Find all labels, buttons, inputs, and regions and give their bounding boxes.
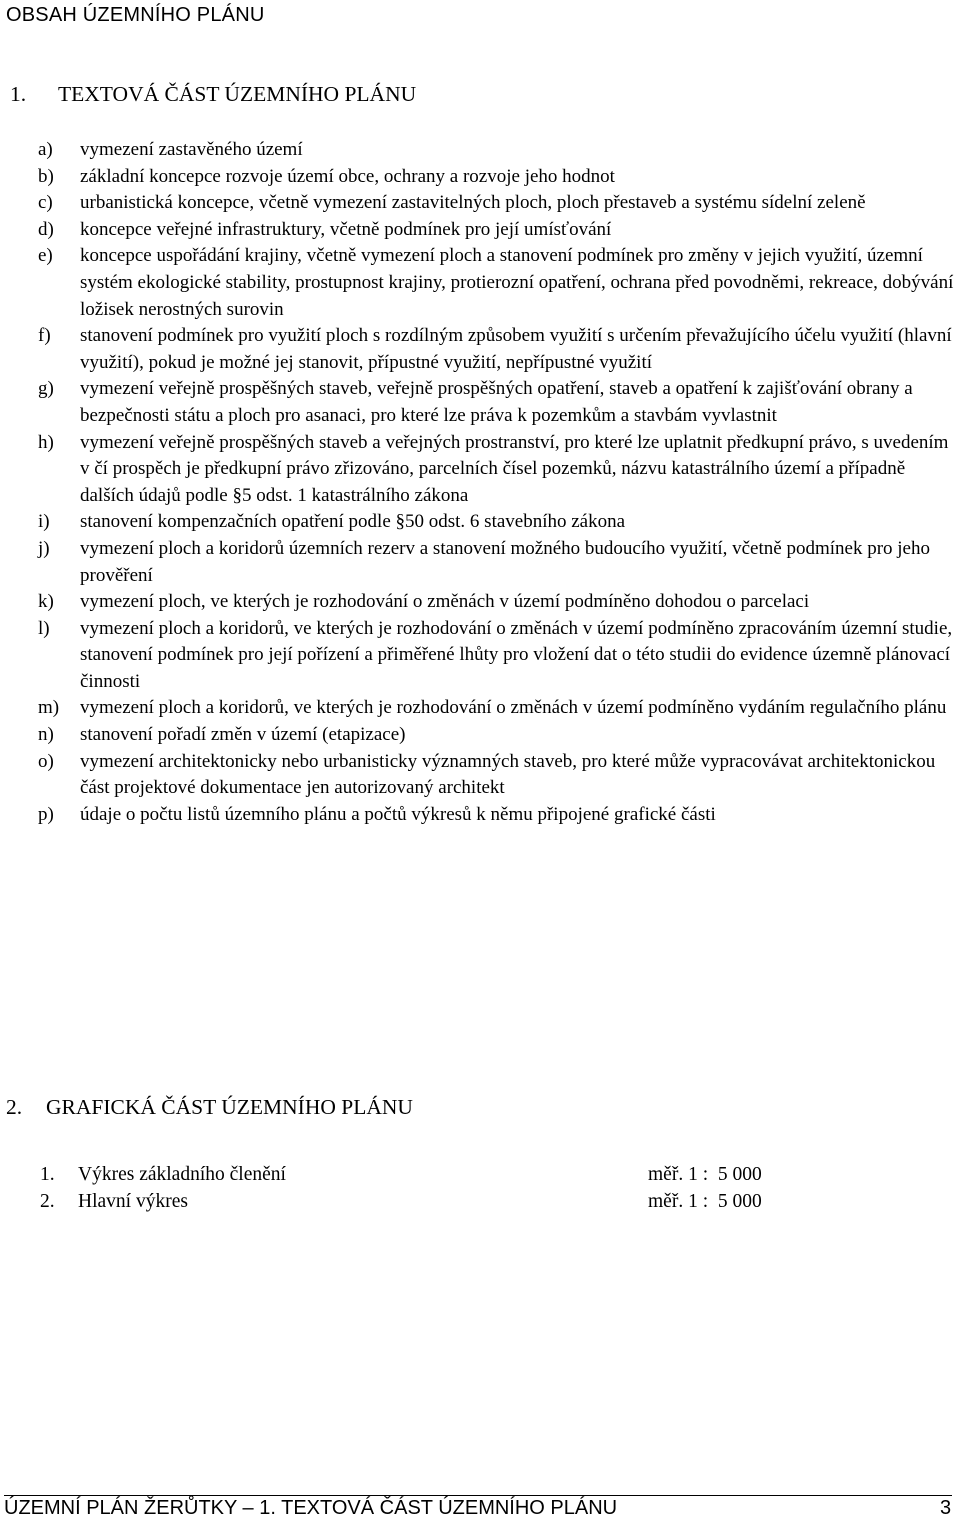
list-item-marker: b) xyxy=(38,165,54,187)
list-item-text: vymezení veřejně prospěšných staveb a veřejných prostranství, pro které lze uplatnit předkupní právo, s uvedením v čí prospěch je předkupní právo zřizováno, parcelních čísel pozemků, názvu katastrálního území a případně dalších údajů podle §5 odst. 1 katastrálního zákona xyxy=(80,431,949,506)
list-item xyxy=(38,749,958,802)
list-item-text: vymezení ploch a koridorů územních rezerv a stanovení možného budoucího využití, včetně podmínek pro jeho prověření xyxy=(80,537,930,586)
list-item xyxy=(38,137,958,164)
section-2-title: GRAFICKÁ ČÁST ÚZEMNÍHO PLÁNU xyxy=(46,1095,413,1119)
list-item-text: vymezení veřejně prospěšných staveb, veřejně prospěšných opatření, staveb a opatření k zajišťování obrany a bezpečnosti státu a ploch pro asanaci, pro které lze práva k pozemkům a stavbám vyvlastnit xyxy=(80,378,913,426)
footer-title: ÚZEMNÍ PLÁN ŽERŮTKY – 1. TEXTOVÁ ČÁST ÚZEMNÍHO PLÁNU xyxy=(4,1497,618,1519)
list-item-text: údaje o počtu listů územního plánu a počtů výkresů k němu připojené grafické části xyxy=(80,803,716,825)
list-item-marker: f) xyxy=(38,325,51,347)
list-item-marker: m) xyxy=(38,697,60,719)
list-item-text: stanovení kompenzačních opatření podle §50 odst. 6 stavebního zákona xyxy=(80,511,626,533)
list-item-text: stanovení podmínek pro využití ploch s rozdílným způsobem využití s určením převažujícího účelu využití (hlavní využití), pokud je možné jej stanovit, přípustné využití, nepřípustné využití xyxy=(80,325,952,373)
drawing-name: Hlavní výkres xyxy=(78,1191,188,1212)
list-item-text: vymezení zastavěného území xyxy=(80,139,303,160)
drawing-row xyxy=(40,1161,800,1188)
list-item-marker: l) xyxy=(38,617,50,639)
list-item xyxy=(38,164,958,191)
list-item xyxy=(38,323,958,376)
drawing-scale: měř. 1 : 5 000 xyxy=(648,1191,762,1212)
drawing-name: Výkres základního členění xyxy=(78,1164,286,1185)
list-item xyxy=(38,616,958,696)
drawing-scale: měř. 1 : 5 000 xyxy=(648,1164,762,1185)
list-item-marker: h) xyxy=(38,431,54,453)
section-2-heading xyxy=(6,1095,413,1120)
page-title: OBSAH ÚZEMNÍHO PLÁNU xyxy=(6,4,265,26)
list-item xyxy=(38,589,958,616)
textual-part-contents-list xyxy=(38,137,958,828)
graphic-part-drawings-list xyxy=(40,1161,800,1215)
list-item-marker: n) xyxy=(38,724,54,746)
list-item xyxy=(38,509,958,536)
list-item xyxy=(38,376,958,429)
list-item-text: koncepce uspořádání krajiny, včetně vymezení ploch a stanovení podmínek pro změny v jejich využití, územní systém ekologické stability, prostupnost krajiny, protierozní opatření, ochrana před povodněmi, rekreace, dobývání ložisek nerostných surovin xyxy=(80,245,954,320)
list-item xyxy=(38,243,958,323)
list-item-marker: k) xyxy=(38,591,54,613)
list-item-marker: e) xyxy=(38,245,53,267)
section-2-number: 2. xyxy=(6,1095,23,1119)
list-item xyxy=(38,536,958,589)
list-item xyxy=(38,722,958,749)
list-item-marker: o) xyxy=(38,750,54,772)
list-item-marker: g) xyxy=(38,378,54,400)
drawing-number: 2. xyxy=(40,1191,55,1212)
list-item-text: urbanistická koncepce, včetně vymezení zastavitelných ploch, ploch přestaveb a systému sídelní zeleně xyxy=(80,192,866,214)
list-item-marker: j) xyxy=(38,537,50,559)
list-item-text: stanovení pořadí změn v území (etapizace) xyxy=(80,724,406,746)
list-item-text: vymezení architektonicky nebo urbanisticky významných staveb, pro které může vypracovávat architektonickou část projektové dokumentace jen autorizovaný architekt xyxy=(80,750,936,799)
drawing-row xyxy=(40,1188,800,1215)
list-item-text: základní koncepce rozvoje území obce, ochrany a rozvoje jeho hodnot xyxy=(80,165,615,187)
list-item xyxy=(38,190,958,217)
list-item-text: vymezení ploch, ve kterých je rozhodování o změnách v území podmíněno dohodou o parcelaci xyxy=(80,591,810,613)
list-item-marker: c) xyxy=(38,192,53,214)
list-item-marker: d) xyxy=(38,218,54,240)
list-item-text: koncepce veřejné infrastruktury, včetně podmínek pro její umísťování xyxy=(80,218,612,240)
list-item-text: vymezení ploch a koridorů, ve kterých je rozhodování o změnách v území podmíněno vydáním regulačního plánu xyxy=(80,697,947,719)
list-item-marker: i) xyxy=(38,511,50,533)
list-item-marker: p) xyxy=(38,803,54,825)
drawing-number: 1. xyxy=(40,1164,55,1185)
footer-divider xyxy=(4,1495,952,1496)
section-1-heading xyxy=(10,82,416,107)
list-item xyxy=(38,695,958,722)
list-item-marker: a) xyxy=(38,139,53,160)
list-item xyxy=(38,430,958,510)
list-item xyxy=(38,802,958,829)
section-1-title: TEXTOVÁ ČÁST ÚZEMNÍHO PLÁNU xyxy=(58,82,417,106)
page-number: 3 xyxy=(940,1497,952,1519)
list-item-text: vymezení ploch a koridorů, ve kterých je rozhodování o změnách v území podmíněno zpracováním územní studie, stanovení podmínek pro její pořízení a přiměřené lhůty pro vložení dat o této studii do evidence územně plánovací činnosti xyxy=(80,617,953,692)
section-1-number: 1. xyxy=(10,82,27,106)
list-item xyxy=(38,217,958,244)
